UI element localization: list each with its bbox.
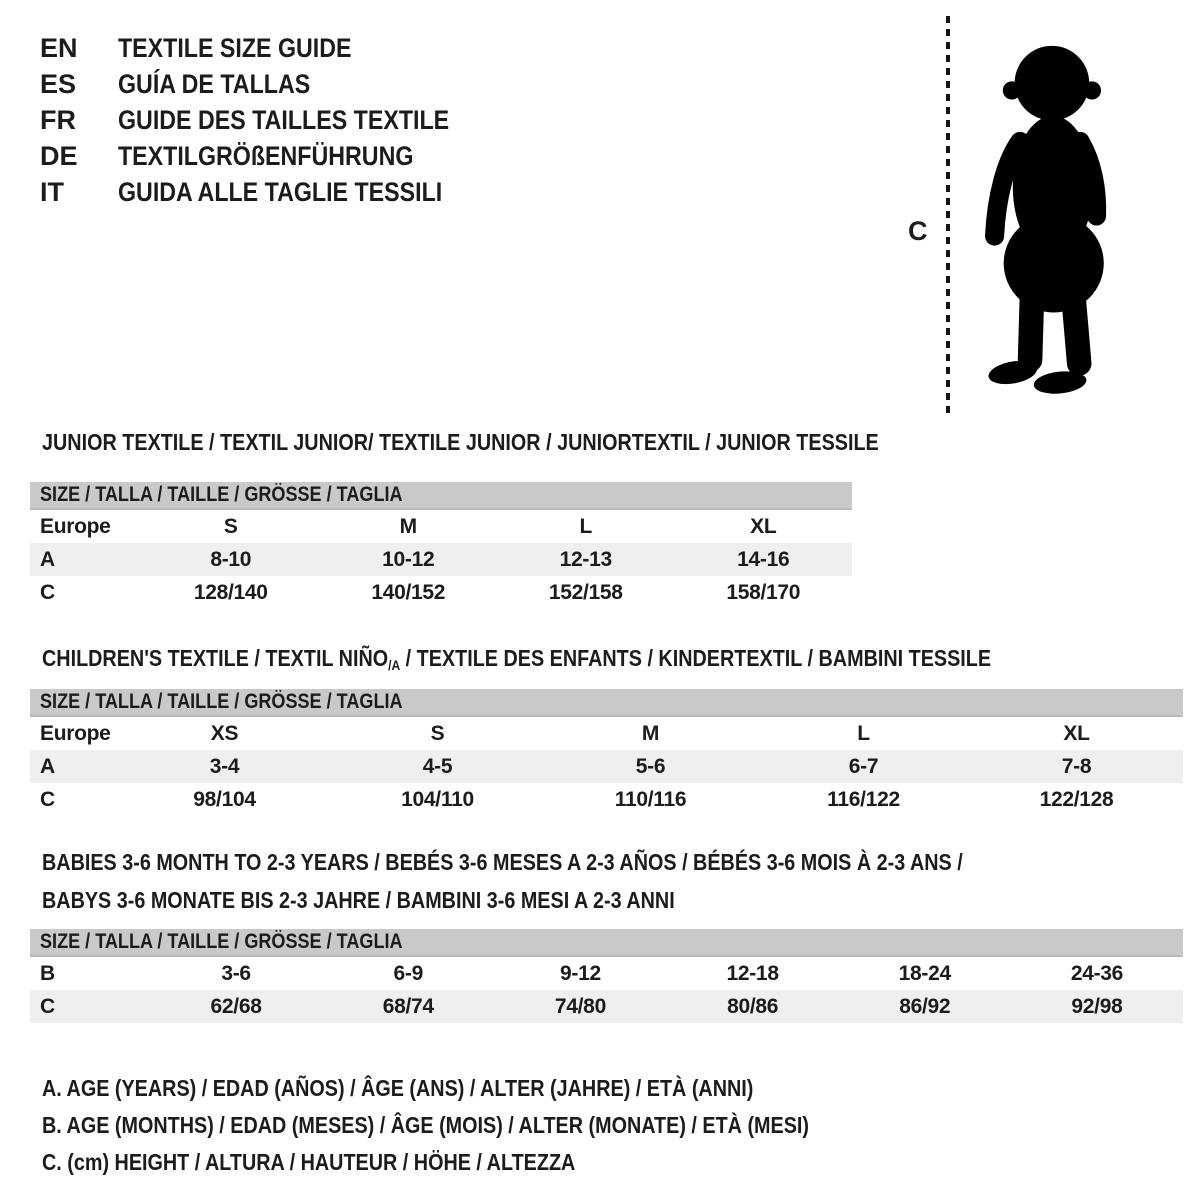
legend [42, 1070, 934, 1181]
junior-size-table [30, 482, 852, 609]
height-cell: 74/80 [554, 994, 606, 1018]
age-cell: 24-36 [1070, 961, 1124, 985]
language-code: DE [40, 140, 78, 171]
age-cell: 6-9 [393, 961, 423, 985]
height-cell: 62/68 [210, 994, 262, 1018]
row-label: C [40, 787, 55, 811]
measure-c-label: C [908, 216, 928, 246]
language-code: EN [40, 32, 78, 63]
height-cell: 80/86 [727, 994, 779, 1018]
language-label: GUIDE DES TAILLES TEXTILE [118, 104, 450, 135]
age-cell: 12-13 [559, 547, 612, 571]
age-cell: 3-6 [221, 961, 251, 985]
language-row-de [40, 138, 503, 174]
height-cell: 122/128 [1039, 787, 1114, 811]
row-label: Europe [40, 721, 111, 745]
size-cell: XL [1063, 721, 1090, 745]
height-cell: 68/74 [382, 994, 434, 1018]
legend-line-a: A. AGE (YEARS) / EDAD (AÑOS) / ÂGE (ANS) / ALTER (JAHRE) / ETÀ (ANNI) [42, 1075, 754, 1101]
section-title-babies-line2: BABYS 3-6 MONATE BIS 2-3 JAHRE / BAMBINI 3-6 MESI A 2-3 ANNI [42, 887, 675, 913]
title-subscript: /A [388, 657, 401, 673]
height-cell: 140/152 [371, 580, 446, 604]
size-cell: M [399, 514, 417, 538]
language-code: ES [40, 68, 77, 99]
babies-size-table [30, 929, 1183, 1023]
language-row-it [40, 174, 503, 210]
age-cell: 10-12 [382, 547, 435, 571]
size-table-header: SIZE / TALLA / TAILLE / GRÖSSE / TAGLIA [30, 482, 852, 510]
language-label: GUIDA ALLE TAGLIE TESSILI [118, 176, 443, 207]
height-cell: 104/110 [401, 787, 474, 811]
language-list [40, 30, 503, 210]
language-row-fr [40, 102, 503, 138]
size-cell: M [641, 721, 660, 745]
language-code: FR [40, 104, 76, 135]
size-cell: L [579, 514, 593, 538]
size-cell: S [223, 514, 238, 538]
table-row-b [30, 957, 1183, 990]
age-cell: 6-7 [848, 754, 879, 778]
table-row-a [30, 543, 852, 576]
language-label: GUÍA DE TALLAS [118, 68, 311, 99]
height-cell: 92/98 [1071, 994, 1123, 1018]
age-cell: 14-16 [737, 547, 790, 571]
language-label: TEXTILE SIZE GUIDE [118, 32, 352, 63]
height-cell: 128/140 [193, 580, 268, 604]
age-cell: 4-5 [422, 754, 453, 778]
height-cell: 110/116 [614, 787, 687, 811]
size-cell: S [430, 721, 445, 745]
section-title-children: CHILDREN'S TEXTILE / TEXTIL NIÑO/A / TEXTILE DES ENFANTS / KINDERTEXTIL / BAMBINI TESSILE [42, 645, 992, 673]
row-label: C [40, 580, 55, 604]
table-row-europe [30, 510, 852, 543]
height-dashed-line [946, 16, 950, 416]
toddler-silhouette-icon [960, 14, 1142, 418]
age-cell: 12-18 [726, 961, 779, 985]
size-table-header: SIZE / TALLA / TAILLE / GRÖSSE / TAGLIA [30, 689, 1183, 717]
size-table-header: SIZE / TALLA / TAILLE / GRÖSSE / TAGLIA [30, 929, 1183, 957]
height-cell: 158/170 [726, 580, 801, 604]
height-cell: 116/122 [827, 787, 900, 811]
language-code: IT [40, 176, 64, 207]
height-cell: 86/92 [899, 994, 951, 1018]
row-label: Europe [40, 514, 111, 538]
section-title-babies-line1: BABIES 3-6 MONTH TO 2-3 YEARS / BEBÉS 3-6 MESES A 2-3 AÑOS / BÉBÉS 3-6 MOIS À 2-3 ANS / [42, 849, 963, 875]
size-cell: XS [210, 721, 239, 745]
legend-line-c: C. (cm) HEIGHT / ALTURA / HAUTEUR / HÖHE / ALTEZZA [42, 1149, 576, 1175]
table-row-c [30, 783, 1183, 816]
age-cell: 7-8 [1061, 754, 1092, 778]
age-cell: 5-6 [635, 754, 666, 778]
language-label: TEXTILGRÖßENFÜHRUNG [118, 140, 414, 171]
row-label: C [40, 994, 55, 1018]
height-cell: 98/104 [193, 787, 256, 811]
table-row-a [30, 750, 1183, 783]
size-cell: L [857, 721, 870, 745]
section-title-junior: JUNIOR TEXTILE / TEXTIL JUNIOR/ TEXTILE JUNIOR / JUNIORTEXTIL / JUNIOR TESSILE [42, 429, 879, 455]
language-row-es [40, 66, 503, 102]
table-row-c [30, 990, 1183, 1023]
age-cell: 8-10 [210, 547, 252, 571]
age-cell: 9-12 [560, 961, 601, 985]
legend-line-b: B. AGE (MONTHS) / EDAD (MESES) / ÂGE (MOIS) / ALTER (MONATE) / ETÀ (MESI) [42, 1112, 809, 1138]
row-label: B [40, 961, 55, 985]
row-label: A [40, 547, 55, 571]
height-cell: 152/158 [548, 580, 623, 604]
age-cell: 18-24 [898, 961, 951, 985]
table-row-europe [30, 717, 1183, 750]
table-row-c [30, 576, 852, 609]
language-row-en [40, 30, 503, 66]
children-size-table [30, 689, 1183, 816]
age-cell: 3-4 [209, 754, 240, 778]
row-label: A [40, 754, 55, 778]
size-cell: XL [750, 514, 777, 538]
